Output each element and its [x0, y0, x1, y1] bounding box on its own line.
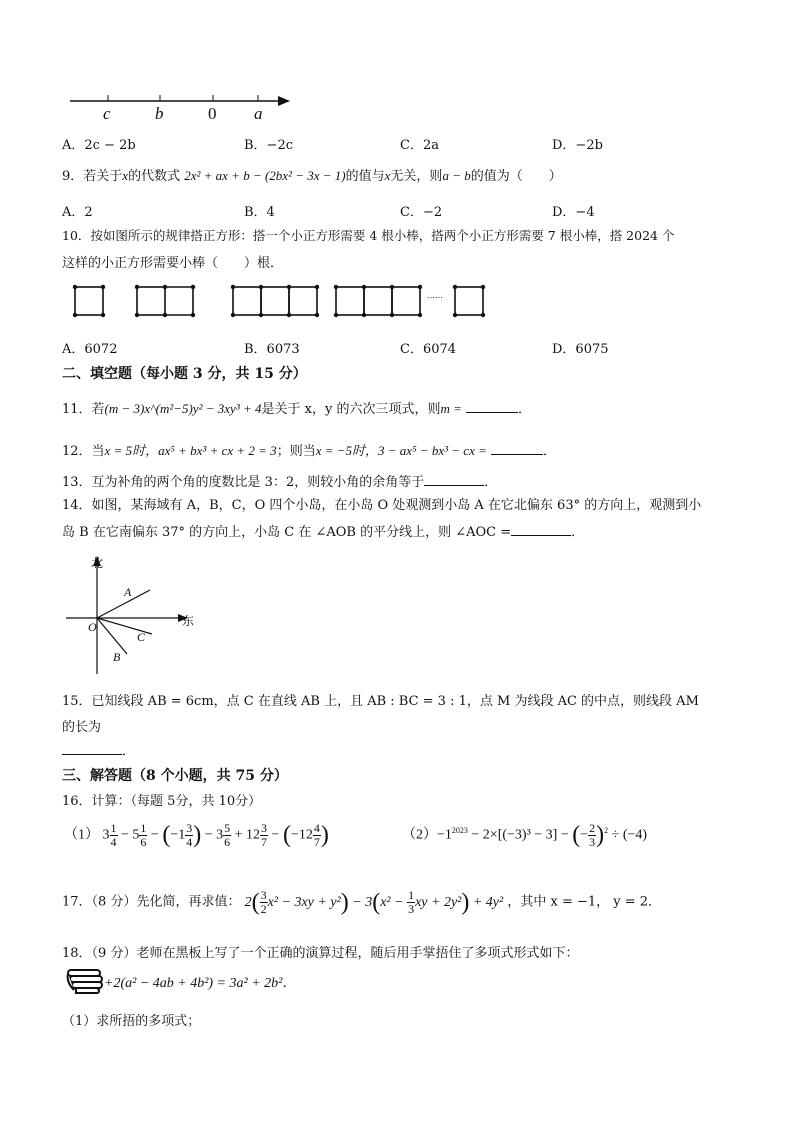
q14-fig-c-label: C	[137, 630, 146, 644]
q9-stem: 9．若关于x的代数式 2x² + ax + b − (2bx² − 3x − 1)的值与x无关，则a − b的值为（ ）	[62, 168, 562, 184]
q13-answer-blank[interactable]	[424, 473, 484, 486]
q11-answer-blank[interactable]	[466, 400, 518, 413]
q13-stem: 13．互为补角的两个角的度数比是 3：2，则较小角的余角等于 ．	[62, 475, 498, 490]
q11-stem: 11．若(m − 3)x^(m²−5)y² − 3xy³ + 4是关于 x，y 的六次三项式，则m = ．	[62, 401, 532, 417]
numberline-label-c: c	[103, 104, 111, 123]
q16-part2: $(2)-1^{2023} - 2\times[(-3)^3 - 3]$ − (− $\frac{2}{3}$ )$^2$ ÷ (−4)	[402, 821, 648, 849]
q10-stem-line2: 这样的小正方形需要小棒（ ）根．	[62, 256, 284, 271]
q18-stem: 18．（9 分）老师在黑板上写了一个正确的演算过程，随后用手掌捂住了多项式形式如下：	[62, 946, 579, 961]
q18-subquestion-1: （1）求所捂的多项式；	[62, 1014, 201, 1029]
q14-fig-a-label: A	[124, 585, 132, 599]
q9-option-b[interactable]: B．4	[244, 205, 275, 220]
numberline-label-b: b	[155, 104, 164, 123]
q10-option-b[interactable]: B．6073	[244, 342, 300, 357]
q8-option-d[interactable]: D．−2b	[552, 138, 603, 153]
section2-title: 二、填空题（每小题 3 分，共 15 分）	[62, 366, 307, 382]
q16-title: 16．计算：（每题 5分，共 10分）	[62, 794, 262, 809]
q14-stem-line2: 岛 B 在它南偏东 37° 的方向上，小岛 C 在 ∠AOB 的平分线上，则 ∠AOC = ．	[62, 525, 585, 540]
q10-option-a[interactable]: A．6072	[62, 342, 118, 357]
q14-stem-line1: 14．如图，某海域有 A，B，C，O 四个小岛，在小岛 O 处观测到小岛 A 在它北偏东 63° 的方向上，观测到小	[62, 498, 702, 513]
q15-stem-line1: 15．已知线段 AB = 6cm，点 C 在直线 AB 上，且 AB : BC = 3 : 1，点 M 为线段 AC 的中点，则线段 AM	[62, 694, 699, 709]
q10-matchstick-squares-figure	[70, 282, 500, 322]
q10-option-d[interactable]: D．6075	[552, 342, 609, 357]
q18-hand-icon	[66, 966, 106, 994]
q18-expression: +2(a² − 4ab + 4b²) = 3a² + 2b²．	[104, 976, 297, 991]
numberline-label-a: a	[254, 104, 263, 123]
q12-answer-blank[interactable]	[491, 442, 543, 455]
q15-answer-line: ．	[62, 740, 135, 759]
numberline-label-0: 0	[208, 104, 217, 123]
q14-fig-o-label: O	[88, 620, 97, 634]
q16-part1: （1） 3 $\frac{1}{4}$ − 5 $\frac{1}{6}$ − (−1 $\frac{3}{4}$ ) − 3 $\frac{5}{6}$ + 12 $\frac{3}{7}$ − (−12 $\frac{4}{7}$ )	[64, 821, 329, 849]
q14-fig-north-label: 北	[91, 556, 104, 570]
q14-fig-east-label: 东	[182, 614, 195, 628]
q14-fig-b-label: B	[113, 650, 121, 664]
q10-stem-line1: 10．按如图所示的规律搭正方形：搭一个小正方形需要 4 根小棒，搭两个小正方形需要 7 根小棒，搭 2024 个	[62, 228, 675, 243]
q15-answer-blank[interactable]	[62, 742, 122, 755]
q10-option-c[interactable]: C．6074	[400, 342, 457, 357]
q8-option-b[interactable]: B．−2c	[244, 138, 293, 153]
q8-option-a[interactable]: A．2c − 2b	[62, 138, 136, 153]
q9-option-d[interactable]: D．−4	[552, 205, 595, 220]
q12-stem: 12．当x = 5时，ax⁵ + bx³ + cx + 2 = 3；则当x = −5时，3 − ax⁵ − bx³ − cx = ．	[62, 443, 557, 459]
q9-option-a[interactable]: A．2	[62, 205, 93, 220]
q9-option-c[interactable]: C．−2	[400, 205, 443, 220]
q14-answer-blank[interactable]	[511, 523, 571, 536]
q10-figure-dots: ……	[427, 291, 443, 300]
q15-stem-line2: 的长为	[62, 720, 102, 735]
section3-title: 三、解答题（8 个小题，共 75 分）	[62, 768, 288, 784]
q8-option-c[interactable]: C．2a	[400, 138, 439, 153]
q17-stem: 17．（8 分）先化简，再求值： 2( $\frac{3}{2}$ x² − 3xy + y²) − 3(x² − $\frac{1}{3}$ xy + 2y²) + 4y² ，其中 x = −1， y = 2．	[62, 888, 662, 916]
